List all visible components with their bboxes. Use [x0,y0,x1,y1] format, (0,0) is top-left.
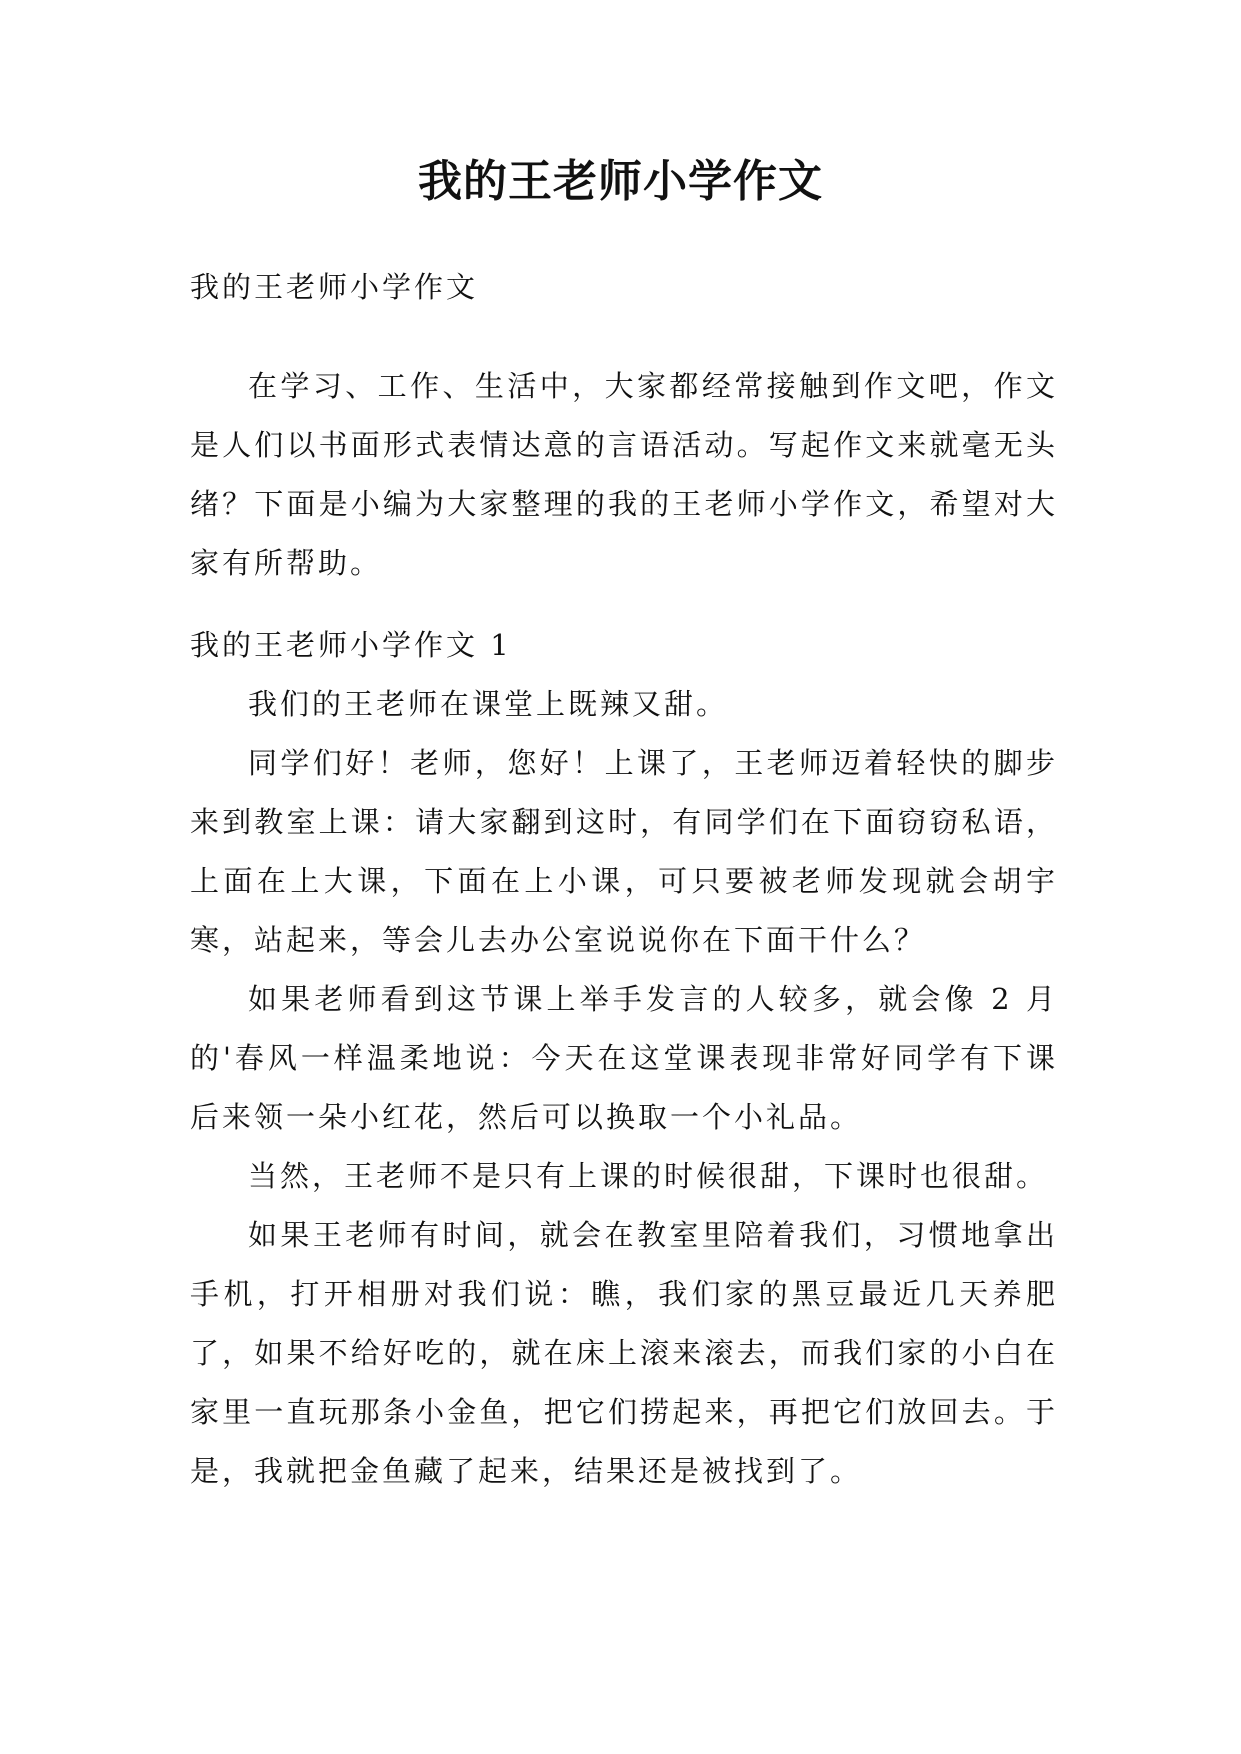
intro-block [190,357,1058,593]
body-paragraph: 同学们好！老师，您好！上课了，王老师迈着轻快的脚步来到教室上课：请大家翻到这时，有同学们在下面窃窃私语，上面在上大课，下面在上小课，可只要被老师发现就会胡宇寒，站起来，等会儿去办公室说说你在下面干什么？ [190,746,1058,957]
body-paragraph: 如果王老师有时间，就会在教室里陪着我们，习惯地拿出手机，打开相册对我们说：瞧，我们家的黑豆最近几天养肥了，如果不给好吃的，就在床上滚来滚去，而我们家的小白在家里一直玩那条小金鱼，把它们捞起来，再把它们放回去。于是，我就把金鱼藏了起来，结果还是被找到了。 [190,1218,1058,1488]
section-block [190,616,1058,1501]
section-heading: 我的王老师小学作文 1 [190,628,512,662]
body-paragraph: 如果老师看到这节课上举手发言的人较多，就会像 2 月的'春风一样温柔地说：今天在这堂课表现非常好同学有下课后来领一朵小红花，然后可以换取一个小礼品。 [190,982,1058,1134]
document-title: 我的王老师小学作文 [418,156,823,207]
subtitle-block [190,258,1058,317]
intro-paragraph: 在学习、工作、生活中，大家都经常接触到作文吧，作文是人们以书面形式表情达意的言语活动。写起作文来就毫无头绪？下面是小编为大家整理的我的王老师小学作文，希望对大家有所帮助。 [190,369,1058,580]
body-paragraph: 当然，王老师不是只有上课的时候很甜，下课时也很甜。 [248,1159,1049,1193]
body-paragraph: 我们的王老师在课堂上既辣又甜。 [248,687,729,721]
document-subtitle: 我的王老师小学作文 [190,270,479,304]
